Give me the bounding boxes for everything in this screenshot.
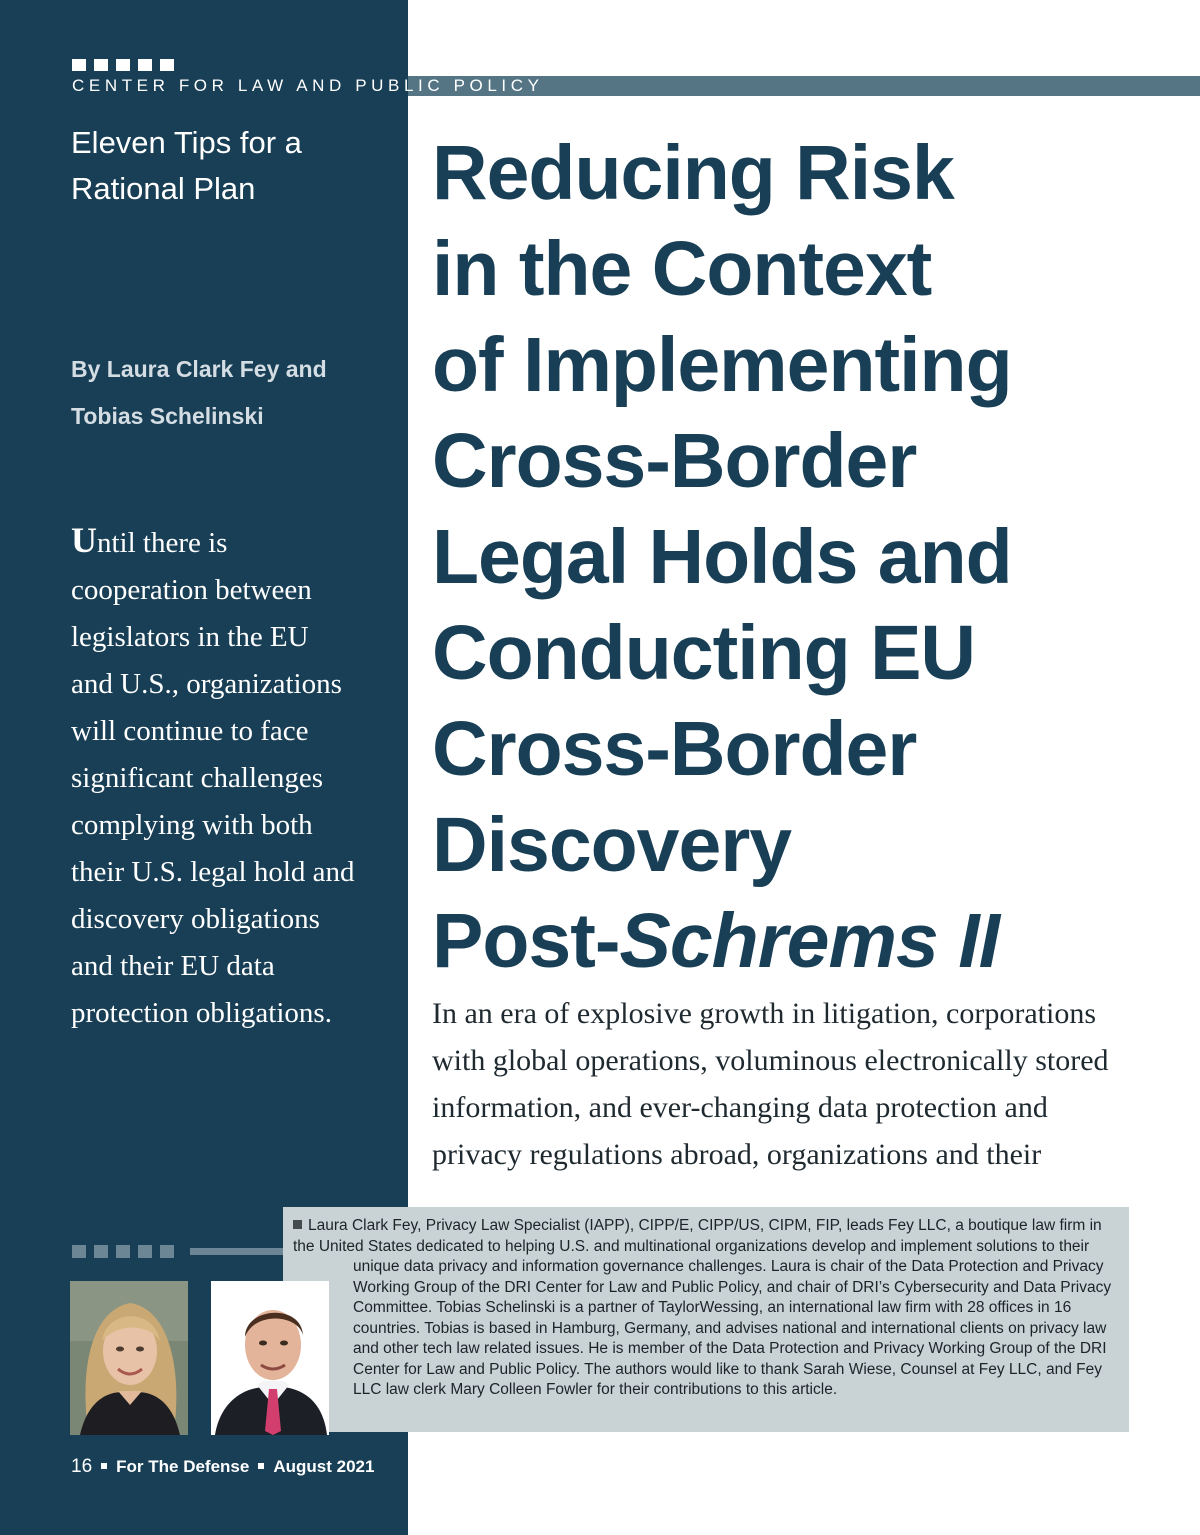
bio-line: Laura Clark Fey, Privacy Law Specialist (IAPP), CIPP/E, CIPP/US, CIPM, FIP, leads Fey LLC, a boutique law firm in xyxy=(308,1217,1102,1234)
pullquote-line: significant challenges xyxy=(71,762,324,794)
publication-name: For The Defense xyxy=(116,1457,250,1476)
lead-line: with global operations, voluminous electronically stored xyxy=(432,1044,1109,1077)
article-title xyxy=(432,125,1182,989)
drop-cap: U xyxy=(71,520,97,560)
subtitle-line: Eleven Tips for a xyxy=(71,125,302,160)
pullquote-line: protection obligations. xyxy=(71,997,332,1029)
section-header xyxy=(0,76,1200,96)
pullquote-line: legislators in the EU xyxy=(71,621,309,653)
bio-line: Committee. Tobias Schelinski is a partner of TaylorWessing, an international law firm with 28 offices in 16 xyxy=(353,1299,1072,1316)
title-italic: Schrems II xyxy=(619,898,999,984)
byline-line: Tobias Schelinski xyxy=(71,403,264,429)
bio-rule xyxy=(190,1248,290,1255)
subtitle-line: Rational Plan xyxy=(71,171,256,206)
lead-paragraph xyxy=(432,990,1192,1178)
title-line: in the Context xyxy=(432,226,932,312)
pullquote-line: and their EU data xyxy=(71,950,275,982)
title-line: Legal Holds and xyxy=(432,514,1012,600)
byline xyxy=(71,346,391,440)
pullquote-line: will continue to face xyxy=(71,715,309,747)
lead-line: privacy regulations abroad, organizations and their xyxy=(432,1138,1042,1171)
separator-dot-icon xyxy=(258,1463,264,1469)
section-label: CENTER FOR LAW AND PUBLIC POLICY xyxy=(72,76,544,95)
title-line: Cross-Border xyxy=(432,418,917,504)
lead-line: In an era of explosive growth in litigation, corporations xyxy=(432,997,1096,1030)
bio-line: unique data privacy and information governance challenges. Laura is chair of the Data Protection and Privacy xyxy=(353,1258,1104,1275)
pullquote-line: ntil there is xyxy=(97,527,228,559)
author-photo-tobias-schelinski xyxy=(211,1281,329,1435)
bio-line: Working Group of the DRI Center for Law and Public Policy, and chair of DRI’s Cybersecurity and Data Privacy xyxy=(353,1278,1112,1296)
pullquote-first-line xyxy=(71,517,391,567)
title-line: Discovery xyxy=(432,802,792,888)
bio-line-first xyxy=(293,1216,1123,1237)
bio-line: LLC law clerk Mary Colleen Fowler for their contributions to this article. xyxy=(353,1381,838,1398)
lead-line: information, and ever-changing data protection and xyxy=(432,1091,1048,1124)
title-last-line xyxy=(432,893,1182,989)
pullquote-line: their U.S. legal hold and xyxy=(71,856,355,888)
page-footer xyxy=(71,1457,374,1477)
title-line: Reducing Risk xyxy=(432,130,954,216)
title-line: of Implementing xyxy=(432,322,1012,408)
bio-squares-decoration xyxy=(72,1245,174,1258)
pullquote-line: cooperation between xyxy=(71,574,312,606)
pull-quote xyxy=(71,517,391,1037)
bio-line: Center for Law and Public Policy. The authors would like to thank Sarah Wiese, Counsel at Fey LLC, and Fey xyxy=(353,1360,1102,1378)
page-number: 16 xyxy=(71,1456,93,1477)
author-bio xyxy=(293,1216,1123,1401)
issue-date: August 2021 xyxy=(273,1457,375,1476)
pullquote-line: and U.S., organizations xyxy=(71,668,342,700)
bio-line: countries. Tobias is based in Hamburg, Germany, and advises national and international clients on privacy law xyxy=(353,1319,1107,1337)
title-line: Cross-Border xyxy=(432,706,917,792)
bio-line: the United States dedicated to helping U.S. and multinational organizations develop and implement solutions to their xyxy=(293,1237,1090,1255)
pullquote-line: discovery obligations xyxy=(71,903,320,935)
title-prefix: Post- xyxy=(432,898,620,984)
pullquote-line: complying with both xyxy=(71,809,313,841)
square-bullet-icon xyxy=(293,1220,302,1229)
article-subtitle xyxy=(71,120,391,212)
byline-line: By Laura Clark Fey and xyxy=(71,356,327,382)
header-squares-decoration xyxy=(72,59,174,71)
title-line: Conducting EU xyxy=(432,610,976,696)
bio-line: and other tech law related issues. He is member of the Data Protection and Privacy Working Group of the DRI xyxy=(353,1340,1107,1357)
separator-dot-icon xyxy=(101,1463,107,1469)
author-photo-laura-clark-fey xyxy=(70,1281,188,1435)
